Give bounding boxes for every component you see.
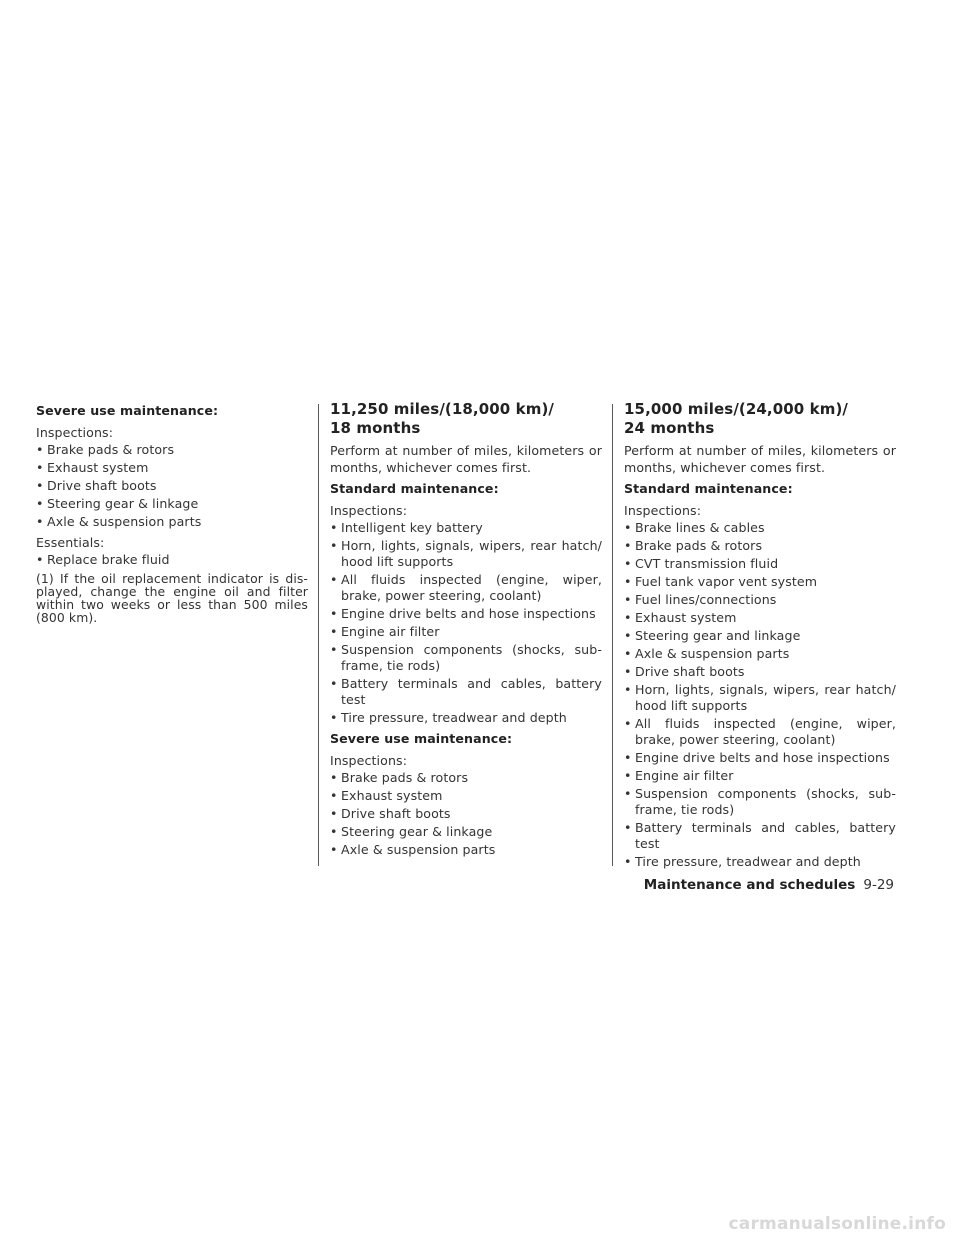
standard-inspection-list [624,520,896,870]
list-item: • Battery terminals and cables, battery test [624,820,896,851]
interval-heading-24-months: 15,000 miles/(24,000 km)/ 24 months [624,400,848,437]
column-3 [624,402,896,874]
list-item: • Axle & suspension parts [36,514,202,529]
list-item: • Fuel tank vapor vent system [624,574,818,589]
list-item: • Engine drive belts and hose inspections [330,606,596,621]
list-item: • Battery terminals and cables, battery test [330,676,602,707]
list-item: • Exhaust system [330,788,443,803]
list-item: • Engine drive belts and hose inspections [624,750,890,765]
interval-heading-18-months: 11,250 miles/(18,000 km)/ 18 months [330,400,554,437]
list-item: • Axle & suspension parts [330,842,496,857]
inspections-label: Inspections: [330,753,408,768]
standard-maintenance-title: Standard maintenance: [330,481,499,496]
severe-inspection-list [330,770,602,858]
list-item: • Steering gear & linkage [36,496,199,511]
list-item: • Brake pads & rotors [624,538,763,553]
standard-inspection-list [330,520,602,726]
list-item: • Drive shaft boots [624,664,745,679]
list-item: • Brake pads & rotors [36,442,175,457]
list-item: • Engine air filter [330,624,440,639]
section-title: Maintenance and schedules [643,877,856,893]
list-item: • Engine air filter [624,768,734,783]
list-item: • Brake lines & cables [624,520,765,535]
list-item: • Brake pads & rotors [330,770,469,785]
severe-maintenance-title: Severe use maintenance: [330,731,513,746]
interval-intro: Perform at number of miles, kilometers or months, whichever comes first. [330,443,602,475]
oil-indicator-footnote: (1) If the oil replacement indicator is dis-played, change the engine oil and filter within two weeks or less than 500 miles (800 km). [36,571,308,625]
inspection-list [36,442,308,530]
list-item: • Tire pressure, treadwear and depth [624,854,861,869]
inspections-label: Inspections: [624,503,702,518]
list-item: • CVT transmission fluid [624,556,779,571]
essentials-label: Essentials: [36,535,105,550]
inspections-label: Inspections: [330,503,408,518]
list-item: • All fluids inspected (engine, wiper, brake, power steering, coolant) [624,716,896,747]
page-number: 9-29 [863,877,894,893]
list-item: • Exhaust system [36,460,149,475]
list-item: • Exhaust system [624,610,737,625]
list-item: • Intelligent key battery [330,520,483,535]
list-item: • Drive shaft boots [330,806,451,821]
list-item: • Steering gear & linkage [330,824,493,839]
interval-intro: Perform at number of miles, kilometers or months, whichever comes first. [624,443,896,475]
column-1 [36,402,308,624]
standard-maintenance-title: Standard maintenance: [624,481,793,496]
list-item: • Tire pressure, treadwear and depth [330,710,567,725]
list-item: • All fluids inspected (engine, wiper, brake, power steering, coolant) [330,572,602,603]
inspections-label: Inspections: [36,425,114,440]
list-item: • Steering gear and linkage [624,628,801,643]
page-footer [644,877,894,893]
list-item: • Fuel lines/connections [624,592,777,607]
list-item: • Axle & suspension parts [624,646,790,661]
list-item: • Drive shaft boots [36,478,157,493]
column-divider [612,404,613,866]
list-item: • Horn, lights, signals, wipers, rear hatch/ hood lift supports [330,538,602,569]
column-2 [330,402,602,862]
watermark: carmanualsonline.info [728,1214,946,1234]
list-item: • Replace brake fluid [36,552,170,567]
essentials-list [36,552,308,568]
severe-maintenance-title: Severe use maintenance: [36,403,219,418]
list-item: • Suspension components (shocks, sub-frame, tie rods) [330,642,602,673]
column-divider [318,404,319,866]
list-item: • Horn, lights, signals, wipers, rear hatch/ hood lift supports [624,682,896,713]
list-item: • Suspension components (shocks, sub-frame, tie rods) [624,786,896,817]
